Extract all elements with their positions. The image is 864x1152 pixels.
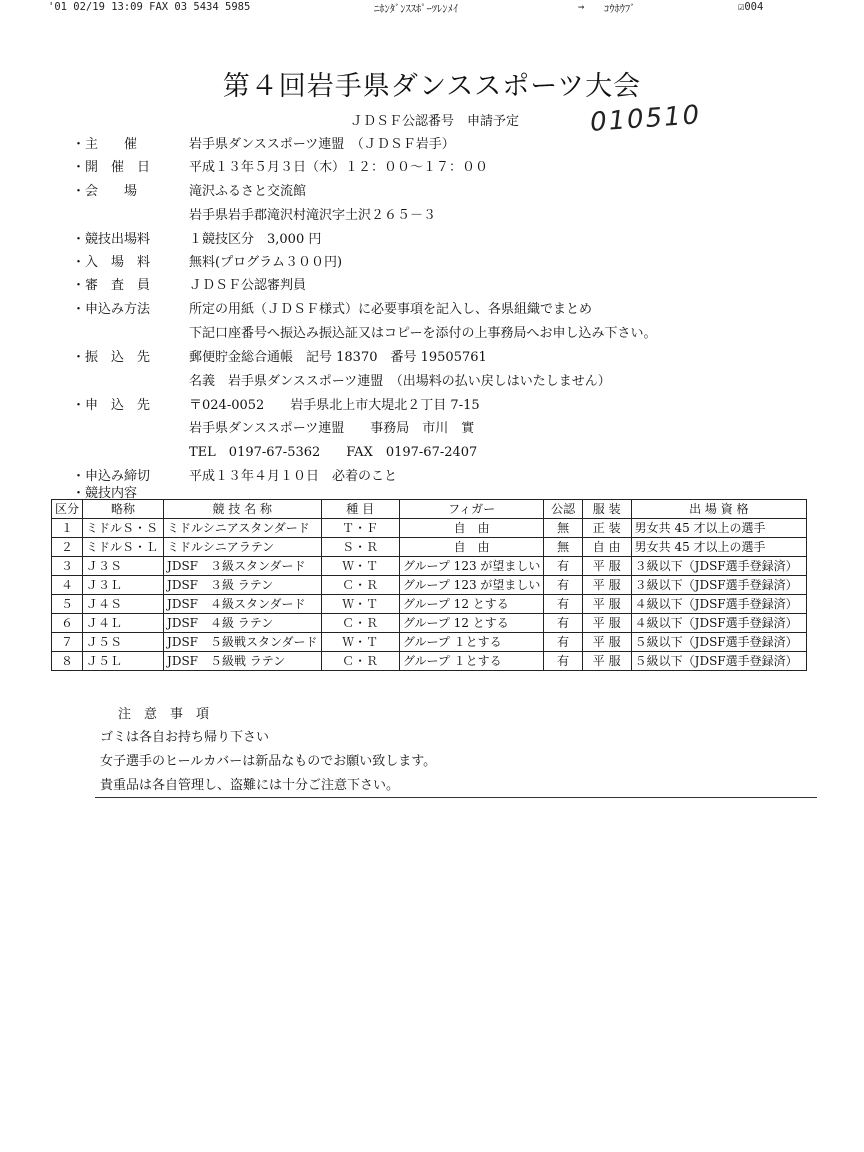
cell-official: 無 bbox=[544, 519, 582, 538]
cell-category: ３ bbox=[52, 557, 83, 576]
header-figures: フィガー bbox=[399, 500, 544, 519]
cell-abbrev: Ｊ５Ｓ bbox=[83, 633, 164, 652]
info-value: 岩手県岩手郡滝沢村滝沢字土沢２６５－３ bbox=[189, 208, 437, 223]
info-value: TEL 0197-67-5362 FAX 0197-67-2407 bbox=[189, 445, 478, 460]
divider-line bbox=[95, 797, 817, 798]
handwritten-number: 010510 bbox=[589, 100, 703, 138]
cell-figures: 自 由 bbox=[399, 538, 544, 557]
cell-abbrev: Ｊ５Ｌ bbox=[83, 652, 164, 671]
cell-figures: グループ 12 とする bbox=[399, 614, 544, 633]
cell-dances: Ｗ・Ｔ bbox=[321, 557, 399, 576]
header-event-name: 競 技 名 称 bbox=[164, 500, 322, 519]
cell-abbrev: Ｊ３Ｓ bbox=[83, 557, 164, 576]
info-value: 滝沢ふるさと交流館 bbox=[189, 184, 307, 199]
cell-eligibility: ３級以下（JDSF選手登録済） bbox=[631, 576, 806, 595]
cell-category: ７ bbox=[52, 633, 83, 652]
cell-official: 有 bbox=[544, 614, 582, 633]
cell-event-name: ミドルシニアラテン bbox=[164, 538, 322, 557]
cell-dress: 平 服 bbox=[582, 576, 631, 595]
header-category: 区分 bbox=[52, 500, 83, 519]
table-row bbox=[52, 633, 807, 652]
info-label: ・申込み締切 bbox=[72, 469, 151, 484]
cell-eligibility: ３級以下（JDSF選手登録済） bbox=[631, 557, 806, 576]
cell-category: ４ bbox=[52, 576, 83, 595]
cell-official: 有 bbox=[544, 576, 582, 595]
note-item: 女子選手のヒールカバーは新品なものでお願い致します。 bbox=[100, 754, 437, 769]
info-value: ＪＤＳＦ公認審判員 bbox=[189, 278, 307, 293]
cell-official: 有 bbox=[544, 633, 582, 652]
table-header-row bbox=[52, 500, 807, 519]
table-row bbox=[52, 595, 807, 614]
fax-page: ☑004 bbox=[738, 1, 764, 13]
cell-dances: Ｃ・Ｒ bbox=[321, 652, 399, 671]
cell-official: 有 bbox=[544, 652, 582, 671]
header-official: 公認 bbox=[544, 500, 582, 519]
info-label: ・開 催 日 bbox=[72, 160, 151, 175]
cell-figures: グループ 123 が望ましい bbox=[399, 557, 544, 576]
table-row bbox=[52, 614, 807, 633]
cell-eligibility: 男女共 45 才以上の選手 bbox=[631, 519, 806, 538]
cell-event-name: JDSF ５級戦スタンダード bbox=[164, 633, 322, 652]
cell-dances: Ｗ・Ｔ bbox=[321, 595, 399, 614]
info-label: ・競技出場料 bbox=[72, 232, 151, 247]
cell-dances: Ｗ・Ｔ bbox=[321, 633, 399, 652]
cell-category: ２ bbox=[52, 538, 83, 557]
cell-category: １ bbox=[52, 519, 83, 538]
info-label: ・会 場 bbox=[72, 184, 138, 199]
table-row bbox=[52, 576, 807, 595]
info-label: ・振 込 先 bbox=[72, 350, 151, 365]
cell-abbrev: ミドルＳ・Ｌ bbox=[83, 538, 164, 557]
document-subtitle: ＪＤＳＦ公認番号 申請予定 bbox=[350, 114, 520, 129]
header-dress: 服 装 bbox=[582, 500, 631, 519]
info-value: １競技区分 3,000 円 bbox=[189, 232, 322, 247]
cell-eligibility: ５級以下（JDSF選手登録済） bbox=[631, 652, 806, 671]
info-value: 無料(プログラム３００円) bbox=[189, 255, 343, 270]
info-value: 岩手県ダンススポーツ連盟 事務局 市川 實 bbox=[189, 421, 475, 436]
cell-event-name: JDSF ４級 ラテン bbox=[164, 614, 322, 633]
fax-datetime: '01 02/19 13:09 FAX 03 5434 5985 bbox=[48, 1, 251, 13]
info-label: ・主 催 bbox=[72, 137, 138, 152]
info-value: 平成１３年４月１０日 必着のこと bbox=[189, 469, 398, 484]
cell-dress: 自 由 bbox=[582, 538, 631, 557]
cell-category: ８ bbox=[52, 652, 83, 671]
cell-event-name: JDSF ３級 ラテン bbox=[164, 576, 322, 595]
cell-event-name: JDSF ５級戦 ラテン bbox=[164, 652, 322, 671]
header-eligibility: 出 場 資 格 bbox=[631, 500, 806, 519]
info-value: 郵便貯金総合通帳 記号 18370 番号 19505761 bbox=[189, 350, 487, 365]
document-title: 第４回岩手県ダンススポーツ大会 bbox=[222, 71, 642, 102]
header-abbrev: 略称 bbox=[83, 500, 164, 519]
cell-dances: Ｔ・Ｆ bbox=[321, 519, 399, 538]
cell-event-name: ミドルシニアスタンダード bbox=[164, 519, 322, 538]
cell-figures: グループ 12 とする bbox=[399, 595, 544, 614]
cell-event-name: JDSF ３級スタンダード bbox=[164, 557, 322, 576]
info-label: ・入 場 料 bbox=[72, 255, 151, 270]
competition-table bbox=[51, 499, 807, 671]
cell-event-name: JDSF ４級スタンダード bbox=[164, 595, 322, 614]
cell-dances: Ｃ・Ｒ bbox=[321, 614, 399, 633]
info-value: 平成１３年５月３日（木）１２：００～１７：００ bbox=[189, 160, 489, 175]
note-item: 貴重品は各自管理し、盗難には十分ご注意下さい。 bbox=[100, 778, 400, 793]
table-row bbox=[52, 538, 807, 557]
cell-official: 有 bbox=[544, 595, 582, 614]
cell-eligibility: 男女共 45 才以上の選手 bbox=[631, 538, 806, 557]
info-label: ・申 込 先 bbox=[72, 398, 151, 413]
cell-dress: 正 装 bbox=[582, 519, 631, 538]
cell-official: 有 bbox=[544, 557, 582, 576]
cell-dress: 平 服 bbox=[582, 557, 631, 576]
fax-recipient: ｺｳﾎｳﾌﾞ bbox=[604, 3, 636, 15]
info-label: ・競技内容 bbox=[72, 486, 138, 501]
table-row bbox=[52, 557, 807, 576]
fax-sender: ﾆﾎﾝﾀﾞﾝｽｽﾎﾟｰﾂﾚﾝﾒｲ bbox=[374, 3, 458, 15]
cell-eligibility: ５級以下（JDSF選手登録済） bbox=[631, 633, 806, 652]
cell-dances: Ｃ・Ｒ bbox=[321, 576, 399, 595]
info-value: 所定の用紙（ＪＤＳＦ様式）に必要事項を記入し、各県組織でまとめ bbox=[189, 302, 593, 317]
cell-official: 無 bbox=[544, 538, 582, 557]
info-label: ・審 査 員 bbox=[72, 278, 151, 293]
cell-figures: グループ １とする bbox=[399, 652, 544, 671]
cell-abbrev: Ｊ４Ｌ bbox=[83, 614, 164, 633]
cell-figures: グループ 123 が望ましい bbox=[399, 576, 544, 595]
info-value: 〒024-0052 岩手県北上市大堤北２丁目 7-15 bbox=[189, 398, 480, 413]
cell-eligibility: ４級以下（JDSF選手登録済） bbox=[631, 614, 806, 633]
table-row bbox=[52, 519, 807, 538]
info-value: 下記口座番号へ振込み振込証又はコピーを添付の上事務局へお申し込み下さい。 bbox=[189, 326, 657, 341]
cell-abbrev: Ｊ３Ｌ bbox=[83, 576, 164, 595]
cell-figures: 自 由 bbox=[399, 519, 544, 538]
fax-header bbox=[0, 0, 864, 16]
cell-dress: 平 服 bbox=[582, 652, 631, 671]
cell-category: ５ bbox=[52, 595, 83, 614]
cell-dress: 平 服 bbox=[582, 595, 631, 614]
fax-arrow: → bbox=[578, 1, 585, 13]
cell-eligibility: ４級以下（JDSF選手登録済） bbox=[631, 595, 806, 614]
cell-abbrev: ミドルＳ・Ｓ bbox=[83, 519, 164, 538]
cell-dances: Ｓ・Ｒ bbox=[321, 538, 399, 557]
info-label: ・申込み方法 bbox=[72, 302, 151, 317]
cell-figures: グループ １とする bbox=[399, 633, 544, 652]
info-value: 岩手県ダンススポーツ連盟 （ＪＤＳＦ岩手） bbox=[189, 137, 455, 152]
cell-abbrev: Ｊ４Ｓ bbox=[83, 595, 164, 614]
info-value: 名義 岩手県ダンススポーツ連盟 （出場料の払い戻しはいたしません） bbox=[189, 374, 611, 389]
cell-dress: 平 服 bbox=[582, 614, 631, 633]
cell-dress: 平 服 bbox=[582, 633, 631, 652]
table-row bbox=[52, 652, 807, 671]
header-dances: 種 目 bbox=[321, 500, 399, 519]
cell-category: ６ bbox=[52, 614, 83, 633]
note-item: ゴミは各自お持ち帰り下さい bbox=[100, 730, 270, 745]
notes-heading: 注 意 事 項 bbox=[118, 707, 210, 722]
